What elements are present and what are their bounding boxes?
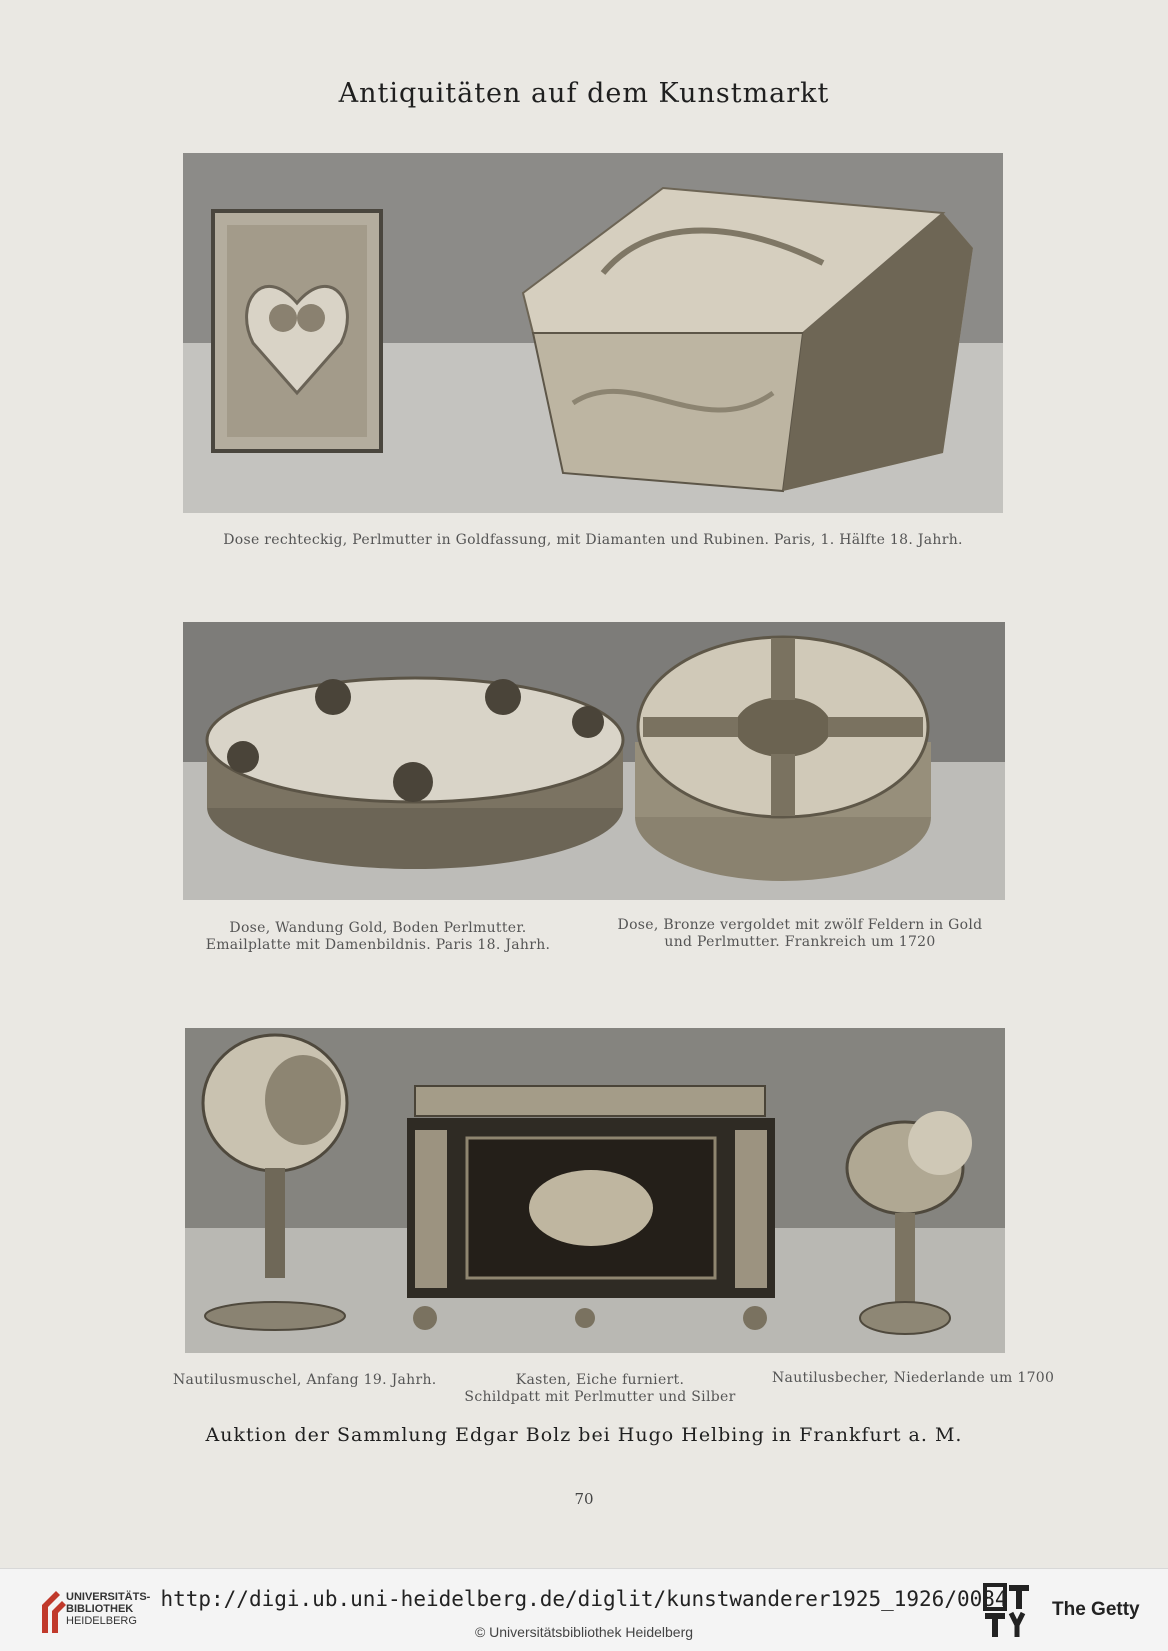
figure-2-caption-right [590, 917, 1010, 951]
permalink-url[interactable]: http://digi.ub.uni-heidelberg.de/diglit/kunstwanderer1925_1926/0084 [160, 1587, 1008, 1611]
photo-nautilus-and-casket [185, 1028, 1005, 1353]
getty-logo-icon [983, 1583, 1033, 1639]
copyright-notice: © Universitätsbibliothek Heidelberg [474, 1624, 694, 1640]
figure-1-caption: Dose rechteckig, Perlmutter in Goldfassung, mit Diamanten und Rubinen. Paris, 1. Hälfte 18. Jahrh. [223, 532, 963, 548]
caption-left-line-1: Dose, Wandung Gold, Boden Perlmutter. [229, 920, 527, 936]
page-number: 70 [574, 1490, 594, 1508]
caption-center-line-2: Schildpatt mit Perlmutter und Silber [464, 1389, 736, 1405]
caption-right-line-2: und Perlmutter. Frankreich um 1720 [664, 934, 936, 950]
library-name-line-3: HEIDELBERG [66, 1615, 137, 1627]
figure-3-caption-center [440, 1372, 760, 1406]
photo-rectangular-box [183, 153, 1003, 513]
caption-left-line-2: Emailplatte mit Damenbildnis. Paris 18. Jahrh. [205, 937, 551, 953]
auction-title: Auktion der Sammlung Edgar Bolz bei Hugo Helbing in Frankfurt a. M. [205, 1424, 963, 1446]
library-name-line-1: UNIVERSITÄTS- [66, 1591, 151, 1603]
figure-2-caption-left [183, 920, 573, 954]
page-title: Antiquitäten auf dem Kunstmarkt [338, 78, 830, 109]
partner-name: The Getty [1052, 1599, 1140, 1620]
figure-3-caption-right: Nautilusbecher, Niederlande um 1700 [772, 1370, 1055, 1386]
figure-3-caption-left: Nautilusmuschel, Anfang 19. Jahrh. [173, 1372, 437, 1388]
caption-center-line-1: Kasten, Eiche furniert. [515, 1372, 685, 1388]
caption-right-line-1: Dose, Bronze vergoldet mit zwölf Feldern in Gold [617, 917, 983, 933]
library-name-line-2: BIBLIOTHEK [66, 1603, 134, 1615]
photo-round-boxes [183, 622, 1005, 900]
viewer-footer-bar [0, 1568, 1168, 1651]
